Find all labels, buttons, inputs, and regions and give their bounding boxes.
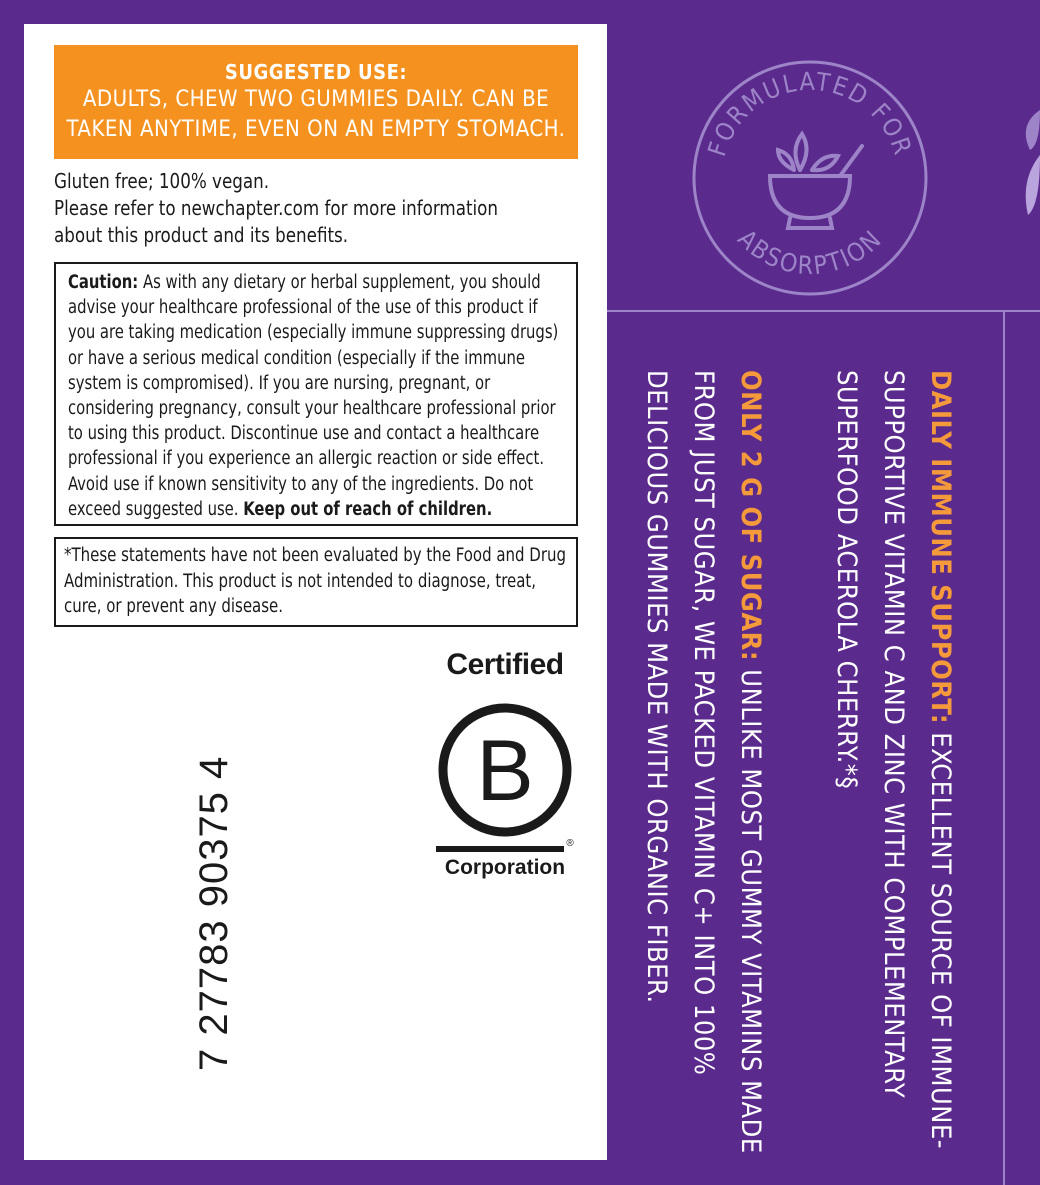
- suggested-use-line-1: ADULTS, CHEW TWO GUMMIES DAILY. CAN BE: [82, 87, 550, 112]
- daily-immune-text-line-1: EXCELLENT SOURCE OF IMMUNE-: [925, 724, 956, 1150]
- daily-immune-support-claim: [823, 370, 964, 1170]
- leaf-icon: [1010, 110, 1040, 220]
- suggested-use-line-2: TAKEN ANYTIME, EVEN ON AN EMPTY STOMACH.: [66, 117, 566, 142]
- gluten-free-text: Gluten free; 100% vegan.: [54, 169, 270, 193]
- badge-top-text: FORMULATED FOR: [702, 66, 918, 160]
- sugar-text-line-3: DELICIOUS GUMMIES MADE WITH ORGANIC FIBER.: [641, 370, 672, 1004]
- suggested-use-box: [54, 45, 578, 159]
- registered-mark: ®: [566, 838, 574, 849]
- b-corp-letter: B: [476, 723, 534, 819]
- sugar-label: ONLY 2 G OF SUGAR:: [735, 370, 766, 662]
- fda-disclaimer-text: *These statements have not been evaluated by the Food and Drug Administration. This product is not intended to diagnose, treat, cure, or prevent any disease.: [64, 545, 566, 617]
- keep-away-children-text: Keep out of reach of children.: [243, 498, 493, 520]
- daily-immune-text-line-2: SUPPORTIVE VITAMIN C AND ZINC WITH COMPLEMENTARY: [878, 370, 909, 1099]
- product-info: [54, 168, 538, 249]
- barcode-digits: 7 27783 90375 4: [192, 755, 236, 1071]
- b-corp-certified-text: Certified: [446, 648, 564, 681]
- mortar-bowl-icon: [770, 134, 862, 228]
- caution-label: Caution:: [68, 272, 139, 293]
- low-sugar-claim: [633, 370, 774, 1170]
- daily-immune-support-label: DAILY IMMUNE SUPPORT:: [925, 370, 956, 725]
- b-corp-logo: [432, 648, 580, 888]
- b-corp-emblem-icon: [432, 680, 580, 880]
- caution-box: [54, 262, 578, 526]
- daily-immune-text-line-3: SUPERFOOD ACEROLA CHERRY.*§: [831, 370, 862, 790]
- badge-bottom-text: ABSORPTION: [732, 223, 888, 281]
- formulated-for-absorption-badge: [690, 58, 930, 298]
- website-text-line-2: about this product and its benefits.: [54, 223, 349, 247]
- caution-text: As with any dietary or herbal supplement, you should advise your healthcare professional of the use of this product if you are taking medication (especially immune suppressing drugs) or have a serious medical condition (especially if the immune system is compromised). If you are nursing, pregnant, or considering pregnancy, consult your healthcare professional prior to using this product. Discontinue use and contact a healthcare professional if you experience an allergic reaction or side effect. Avoid use if known sensitivity to any of the ingredients. Do not exceed suggested use.: [68, 272, 559, 520]
- b-corp-corporation-text: Corporation: [444, 856, 566, 879]
- svg-text:ABSORPTION: [732, 224, 888, 280]
- suggested-use-title: SUGGESTED USE:: [224, 60, 408, 84]
- divider-horizontal: [607, 310, 1040, 312]
- sugar-text-line-1: UNLIKE MOST GUMMY VITAMINS MADE: [735, 661, 766, 1154]
- sugar-text-line-2: FROM JUST SUGAR, WE PACKED VITAMIN C+ INTO 100%: [688, 370, 719, 1076]
- svg-text:FORMULATED FOR: [702, 67, 918, 160]
- fda-disclaimer-box: [54, 537, 578, 627]
- website-text-line-1: Please refer to newchapter.com for more information: [54, 196, 499, 220]
- divider-vertical: [1003, 310, 1005, 1185]
